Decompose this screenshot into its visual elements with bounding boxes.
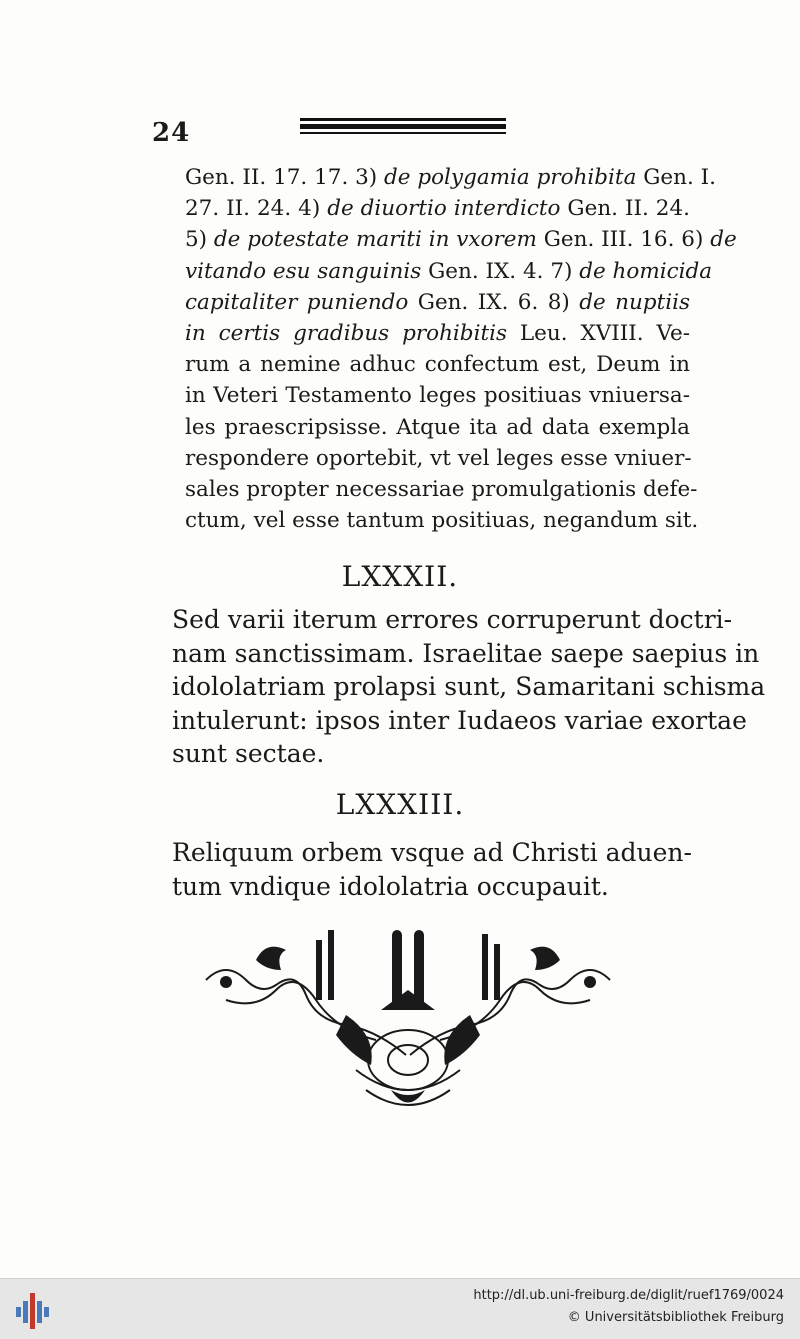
footnote-run: rum a nemine adhuc confectum est, Deum in	[185, 352, 690, 378]
section-paragraph-lxxxii	[172, 603, 766, 771]
footnote-run: les praescripsisse. Atque ita ad data exempla	[185, 414, 690, 440]
footnote-line	[185, 256, 713, 287]
footnote-italic-run: de homicida	[579, 258, 713, 284]
section-heading-lxxxiii: LXXXIII.	[335, 788, 465, 821]
footnote-line	[185, 443, 690, 474]
paragraph-line: tum vndique idololatria occupauit.	[172, 871, 609, 901]
footnote-italic-run: de	[710, 227, 737, 253]
footnote-line	[185, 162, 716, 193]
footnote-line	[185, 287, 690, 318]
footnote-run: Gen. II. 17. 17. 3)	[185, 165, 385, 190]
footnote-line	[185, 380, 690, 411]
footnote-run: 5)	[185, 227, 214, 253]
header-rule	[300, 118, 506, 137]
paragraph-line: Reliquum orbem vsque ad Christi aduen-	[172, 838, 692, 867]
footnote-run: Gen. IX. 6. 8)	[408, 289, 580, 315]
paragraph-line: idololatriam prolapsi sunt, Samaritani schisma	[172, 672, 766, 701]
footnote-line	[185, 412, 690, 443]
viewer-footer	[0, 1278, 800, 1339]
footnote-run: Gen. II. 24.	[560, 196, 690, 222]
section-paragraph-lxxxiii	[172, 836, 692, 903]
footnote-run: respondere oportebit, vt vel leges esse vniuer-	[185, 445, 692, 471]
footnote-italic-run: de nuptiis	[579, 289, 690, 315]
section-heading-lxxxii: LXXXII.	[341, 560, 459, 593]
page-number: 24	[152, 118, 191, 148]
footnote-run: Leu. XVIII. Ve-	[507, 321, 691, 347]
paragraph-line: intulerunt: ipsos inter Iudaeos variae exortae	[172, 705, 747, 735]
paragraph-line: Sed varii iterum errores corruperunt doctri-	[172, 605, 733, 634]
paragraph-line: nam sanctissimam. Israelitae saepe saepius in	[172, 638, 760, 668]
paragraph-line: sunt sectae.	[172, 739, 325, 768]
footnote-run: Gen. IX. 4. 7)	[421, 258, 580, 284]
footnote-italic-run: de polygamia prohibita	[384, 165, 637, 190]
footnote-line	[185, 474, 698, 505]
footnote-text	[185, 162, 737, 536]
footnote-run: sales propter necessariae promulgationis defe-	[185, 477, 698, 503]
footnote-line	[185, 505, 699, 536]
copyright-notice: © Universitätsbibliothek Freiburg	[567, 1310, 784, 1325]
footnote-italic-run: capitaliter puniendo	[185, 289, 409, 315]
footnote-run: 27. II. 24. 4)	[185, 196, 328, 222]
footnote-italic-run: in certis gradibus prohibitis	[185, 321, 507, 347]
permalink-url[interactable]: http://dl.ub.uni-freiburg.de/diglit/ruef1769/0024	[473, 1288, 784, 1303]
footnote-italic-run: vitando esu sanguinis	[185, 258, 422, 284]
footnote-run: ctum, vel esse tantum positiuas, negandum sit.	[185, 508, 699, 534]
footnote-italic-run: de diuortio interdicto	[327, 196, 561, 222]
ub-freiburg-logo-icon[interactable]	[14, 1289, 50, 1331]
footnote-run: Gen. III. 16. 6)	[536, 227, 711, 253]
footnote-line	[185, 318, 690, 349]
footnote-run: in Veteri Testamento leges positiuas vniuersa-	[185, 383, 690, 409]
footnote-line	[185, 349, 690, 380]
footnote-italic-run: de potestate mariti in vxorem	[213, 227, 537, 253]
footnote-run: Gen. I.	[636, 165, 716, 190]
footnote-line	[185, 193, 690, 224]
footnote-line	[185, 224, 737, 255]
vignette-ornament	[196, 920, 620, 1120]
